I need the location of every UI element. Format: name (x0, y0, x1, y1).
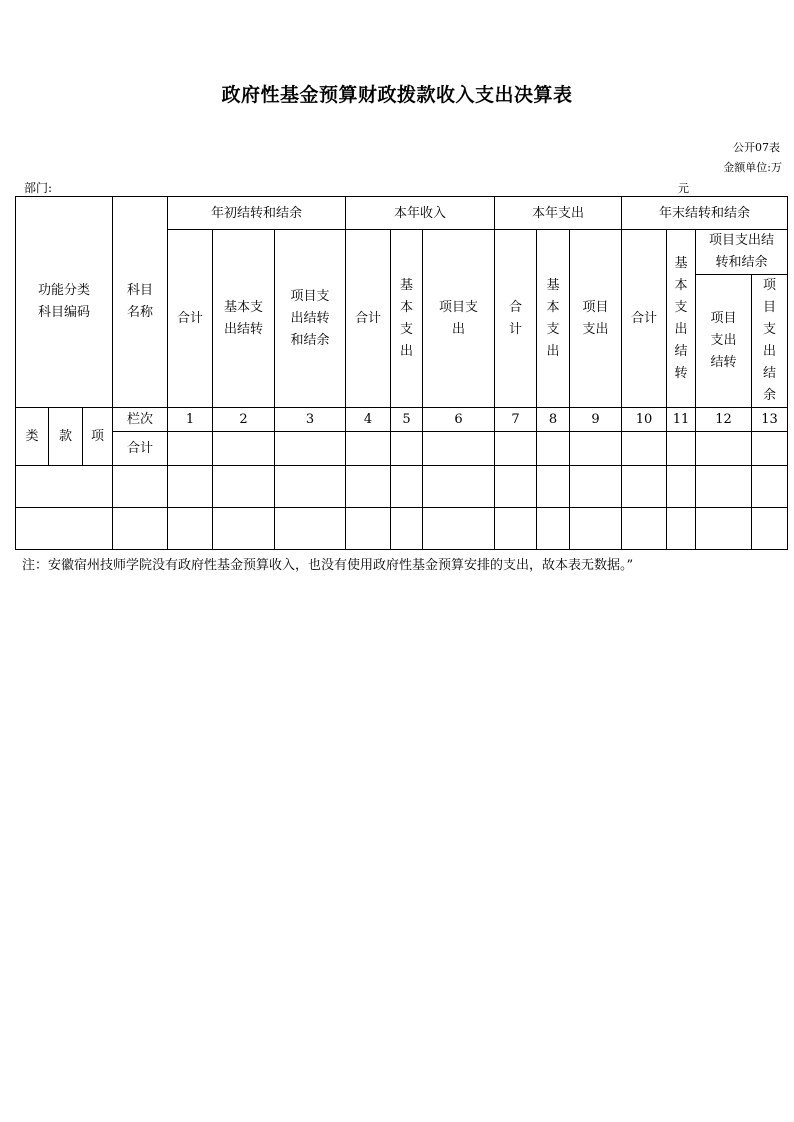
header-expense-basic: 基 本 支 出 (537, 230, 570, 408)
empty-cell (495, 508, 537, 550)
header-income-project: 项目支 出 (423, 230, 495, 408)
empty-cell (213, 432, 275, 466)
amount-unit: 金额单位:万 (723, 161, 782, 174)
header-begin-project-carry-balance: 项目支 出结转 和结余 (275, 230, 346, 408)
empty-cell (213, 466, 275, 508)
empty-cell (16, 466, 113, 508)
empty-cell (622, 466, 667, 508)
header-row-number: 栏次 (113, 408, 168, 432)
empty-cell (495, 466, 537, 508)
header-begin-total: 合计 (168, 230, 213, 408)
column-number: 8 (537, 408, 570, 432)
empty-cell (752, 432, 788, 466)
header-expense-project: 项目 支出 (570, 230, 622, 408)
header-end-project-balance: 项 目 支 出 结 余 (752, 275, 788, 408)
empty-cell (696, 508, 752, 550)
header-end-total: 合计 (622, 230, 667, 408)
header-kuan: 款 (49, 408, 83, 466)
empty-cell (346, 466, 391, 508)
header-lei: 类 (16, 408, 49, 466)
empty-cell (275, 432, 346, 466)
table-row (16, 466, 788, 508)
empty-cell (570, 466, 622, 508)
empty-cell (275, 508, 346, 550)
table-row (16, 508, 788, 550)
column-number: 10 (622, 408, 667, 432)
empty-cell (113, 508, 168, 550)
empty-cell (667, 466, 696, 508)
total-row-label: 合计 (113, 432, 168, 466)
empty-cell (667, 508, 696, 550)
empty-cell (391, 432, 423, 466)
amount-unit-continued: 元 (678, 182, 689, 195)
header-begin-basic-carry: 基本支 出结转 (213, 230, 275, 408)
page-title: 政府性基金预算财政拨款收入支出决算表 (221, 84, 573, 106)
header-begin-balance: 年初结转和结余 (168, 197, 346, 230)
empty-cell (391, 508, 423, 550)
empty-cell (537, 466, 570, 508)
column-number: 3 (275, 408, 346, 432)
column-number: 5 (391, 408, 423, 432)
header-end-project-carry-balance: 项目支出结 转和结余 (696, 230, 788, 275)
empty-cell (752, 508, 788, 550)
empty-cell (622, 508, 667, 550)
budget-table (15, 196, 788, 550)
footnote: 注：安徽宿州技师学院没有政府性基金预算收入，也没有使用政府性基金预算安排的支出，故本表无数据。” (22, 558, 634, 573)
department-label: 部门: (24, 181, 53, 195)
empty-cell (16, 508, 113, 550)
empty-cell (537, 508, 570, 550)
empty-cell (696, 432, 752, 466)
header-func-code: 功能分类 科目编码 (16, 197, 113, 408)
column-number: 7 (495, 408, 537, 432)
empty-cell (168, 508, 213, 550)
header-end-basic-carry: 基 本 支 出 结 转 (667, 230, 696, 408)
column-number: 12 (696, 408, 752, 432)
header-xiang: 项 (83, 408, 113, 466)
form-number: 公开07表 (733, 141, 780, 154)
column-number: 11 (667, 408, 696, 432)
header-subject-name: 科目 名称 (113, 197, 168, 408)
empty-cell (391, 466, 423, 508)
column-number: 13 (752, 408, 788, 432)
empty-cell (537, 432, 570, 466)
empty-cell (275, 466, 346, 508)
empty-cell (570, 508, 622, 550)
header-year-expense: 本年支出 (495, 197, 622, 230)
column-number: 1 (168, 408, 213, 432)
empty-cell (213, 508, 275, 550)
column-number: 6 (423, 408, 495, 432)
column-number: 2 (213, 408, 275, 432)
header-year-income: 本年收入 (346, 197, 495, 230)
empty-cell (570, 432, 622, 466)
empty-cell (423, 432, 495, 466)
column-number: 9 (570, 408, 622, 432)
empty-cell (622, 432, 667, 466)
header-end-project-carry: 项目 支出 结转 (696, 275, 752, 408)
empty-cell (346, 432, 391, 466)
column-number: 4 (346, 408, 391, 432)
empty-cell (113, 466, 168, 508)
empty-cell (168, 432, 213, 466)
empty-cell (667, 432, 696, 466)
header-income-total: 合计 (346, 230, 391, 408)
empty-cell (346, 508, 391, 550)
empty-cell (168, 466, 213, 508)
empty-cell (696, 466, 752, 508)
header-income-basic: 基 本 支 出 (391, 230, 423, 408)
header-expense-total: 合 计 (495, 230, 537, 408)
empty-cell (423, 508, 495, 550)
empty-cell (495, 432, 537, 466)
header-end-balance: 年末结转和结余 (622, 197, 788, 230)
empty-cell (752, 466, 788, 508)
empty-cell (423, 466, 495, 508)
